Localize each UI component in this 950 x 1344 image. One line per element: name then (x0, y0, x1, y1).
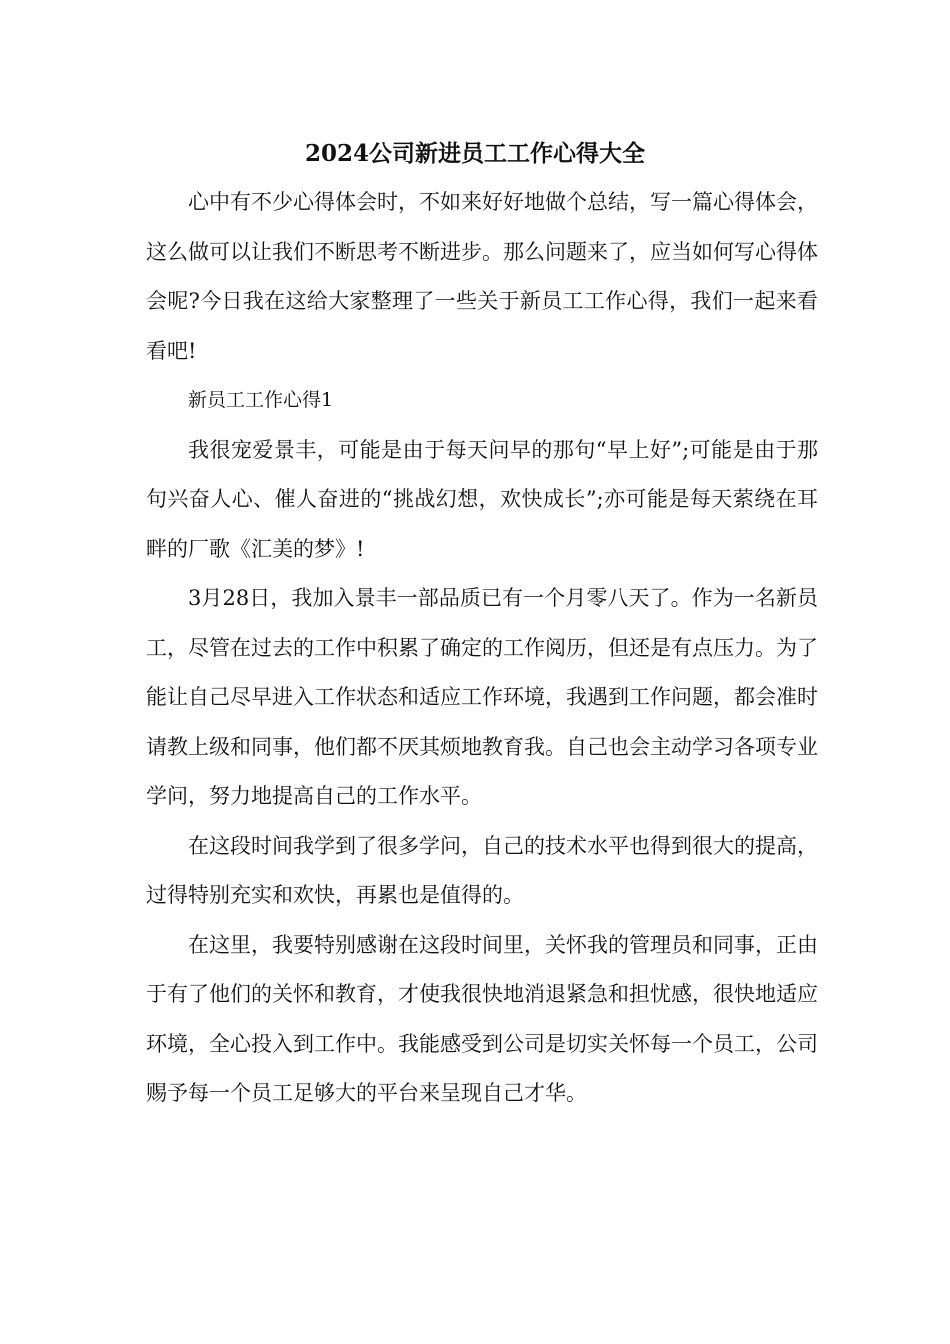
paragraph-3: 在这段时间我学到了很多学问，自己的技术水平也得到很大的提高，过得特别充实和欢快，再累也是值得的。 (146, 833, 818, 907)
paragraph-2: 3月28日，我加入景丰一部品质已有一个月零八天了。作为一名新员工，尽管在过去的工作中积累了确定的工作阅历，但还是有点压力。为了能让自己尽早进入工作状态和适应工作环境，我遇到工作问题，都会准时请教上级和同事，他们都不厌其烦地教育我。自己也会主动学习各项专业学问，努力地提高自己的工作水平。 (146, 586, 818, 808)
paragraph-1: 我很宠爱景丰，可能是由于每天问早的那句“早上好”;可能是由于那句兴奋人心、催人奋进的“挑战幻想，欢快成长”;亦可能是每天萦绕在耳畔的厂歌《汇美的梦》! (146, 437, 818, 561)
document-title: 2024公司新进员工工作心得大全 (304, 140, 645, 167)
paragraph-intro: 心中有不少心得体会时，不如来好好地做个总结，写一篇心得体会，这么做可以让我们不断思考不断进步。那么问题来了，应当如何写心得体会呢?今日我在这给大家整理了一些关于新员工工作心得，我们一起来看看吧! (146, 190, 818, 363)
section-heading: 新员工工作心得1 (188, 389, 334, 411)
paragraph-4: 在这里，我要特别感谢在这段时间里，关怀我的管理员和同事，正由于有了他们的关怀和教育，才使我很快地消退紧急和担忧感，很快地适应环境，全心投入到工作中。我能感受到公司是切实关怀每一个员工，公司赐予每一个员工足够大的平台来呈现自己才华。 (146, 932, 818, 1105)
document-body (146, 178, 818, 1119)
